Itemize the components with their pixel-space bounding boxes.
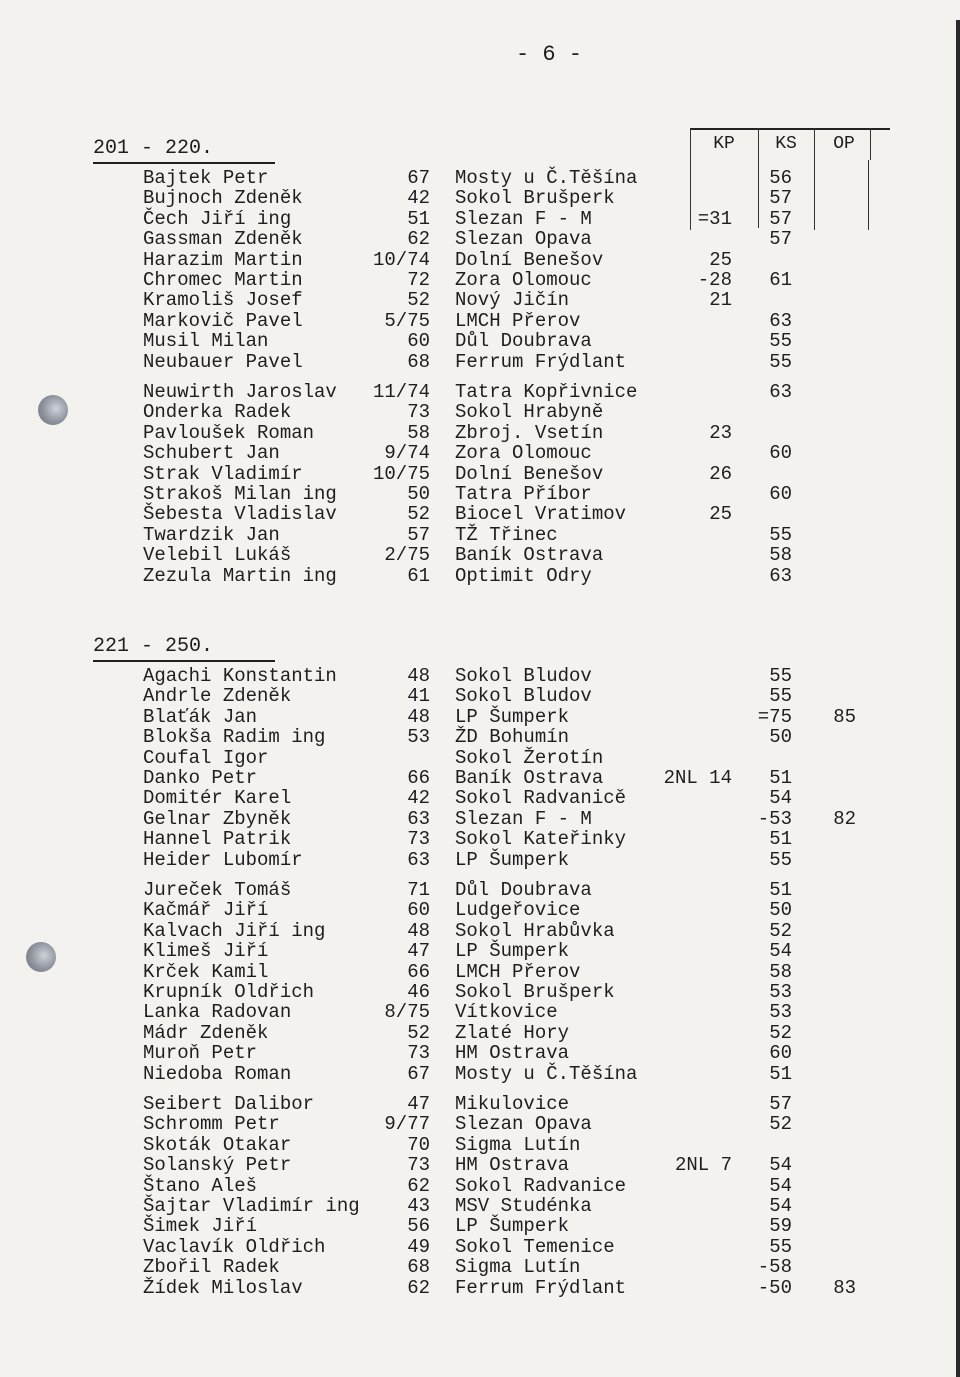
player-name: Šimek Jiří — [143, 1215, 258, 1238]
score-ks: 55 — [769, 848, 792, 871]
player-year: 68 — [407, 350, 430, 373]
player-club: Sokol Brušperk — [455, 981, 615, 1003]
player-club: Důl Doubrava — [455, 330, 592, 353]
player-club: Sokol Bludov — [455, 685, 592, 708]
table-row — [0, 921, 960, 941]
player-year: 62 — [407, 1174, 430, 1197]
player-year: 53 — [407, 726, 430, 749]
player-year: 41 — [407, 685, 430, 708]
table-row — [0, 1094, 960, 1114]
table-row — [0, 880, 960, 900]
table-row — [0, 484, 960, 504]
player-club: Slezan Opava — [455, 1113, 592, 1136]
player-club: Baník Ostrava — [455, 544, 604, 567]
table-row — [0, 727, 960, 747]
player-club: Sigma Lutín — [455, 1256, 581, 1279]
player-year: 48 — [407, 665, 430, 687]
player-name: Lanka Radovan — [143, 1001, 292, 1024]
score-ks: 58 — [769, 960, 792, 983]
player-year: 46 — [407, 981, 430, 1003]
player-year: 67 — [407, 1062, 430, 1085]
score-op: 83 — [833, 1276, 856, 1299]
player-club: Sokol Temenice — [455, 1235, 615, 1258]
score-ks: 54 — [769, 787, 792, 810]
player-club: Mosty u Č.Těšína — [455, 1062, 638, 1085]
table-row — [0, 331, 960, 351]
player-name: Muroň Petr — [143, 1042, 258, 1065]
player-year: 8/75 — [384, 1001, 430, 1024]
player-year: 62 — [407, 1276, 430, 1299]
table-row — [0, 1064, 960, 1084]
player-name: Coufal Igor — [143, 746, 269, 769]
player-club: Zora Olomouc — [455, 269, 592, 291]
score-ks: -50 — [757, 1276, 792, 1299]
score-ks: 63 — [769, 564, 792, 587]
player-club: LP Šumperk — [455, 705, 570, 728]
player-year: 58 — [407, 421, 430, 444]
player-club: Tatra Příbor — [455, 483, 592, 505]
score-ks: 50 — [769, 726, 792, 749]
player-club: Baník Ostrava — [455, 767, 604, 789]
header-op: OP — [833, 134, 855, 154]
player-name: Musil Milan — [143, 330, 269, 353]
player-club: Sokol Radvanicě — [455, 787, 627, 810]
player-name: Jureček Tomáš — [143, 879, 292, 901]
score-ks: 57 — [769, 1093, 792, 1115]
player-name: Blaťák Jan — [143, 705, 258, 728]
score-kp: 2NL 7 — [674, 1154, 732, 1177]
table-row — [0, 464, 960, 484]
player-year: 5/75 — [384, 309, 430, 332]
player-year: 72 — [407, 269, 430, 291]
player-year: 67 — [407, 167, 430, 189]
player-year: 63 — [407, 807, 430, 830]
table-row — [0, 1135, 960, 1155]
player-name: Blokša Radim ing — [143, 726, 326, 749]
player-club: LP Šumperk — [455, 940, 570, 963]
table-row — [0, 707, 960, 727]
player-name: Klimeš Jiří — [143, 940, 269, 963]
player-club: Tatra Kopřivnice — [455, 381, 638, 403]
player-club: Mikulovice — [455, 1093, 570, 1115]
player-year: 63 — [407, 848, 430, 871]
player-year: 61 — [407, 564, 430, 587]
player-club: Sigma Lutín — [455, 1133, 581, 1156]
player-club: Ferrum Frýdlant — [455, 350, 627, 373]
player-name: Danko Petr — [143, 767, 258, 789]
score-kp: 25 — [709, 248, 732, 271]
table-row — [0, 270, 960, 290]
player-year: 50 — [407, 483, 430, 505]
score-ks: 50 — [769, 899, 792, 922]
player-name: Niedoba Roman — [143, 1062, 292, 1085]
player-name: Šebesta Vladislav — [143, 503, 337, 526]
player-name: Andrle Zdeněk — [143, 685, 292, 708]
player-club: Mosty u Č.Těšína — [455, 167, 638, 189]
player-club: Sokol Žerotín — [455, 746, 604, 769]
table-row — [0, 311, 960, 331]
score-kp: 21 — [709, 289, 732, 312]
score-ks: 52 — [769, 1113, 792, 1136]
player-year: 52 — [407, 503, 430, 526]
table-row — [0, 566, 960, 586]
player-club: LP Šumperk — [455, 848, 570, 871]
table-row — [0, 850, 960, 870]
table-row — [0, 1114, 960, 1134]
player-name: Skoták Otakar — [143, 1133, 292, 1156]
player-name: Mádr Zdeněk — [143, 1021, 269, 1044]
score-kp: =31 — [697, 207, 732, 230]
player-name: Heider Lubomír — [143, 848, 303, 871]
player-year: 57 — [407, 523, 430, 546]
player-name: Domitér Karel — [143, 787, 292, 810]
player-year: 2/75 — [384, 544, 430, 567]
player-year: 73 — [407, 1042, 430, 1065]
score-ks: -53 — [757, 807, 792, 830]
score-op: 82 — [833, 807, 856, 830]
player-year: 47 — [407, 940, 430, 963]
player-year: 9/74 — [384, 442, 430, 465]
table-row — [0, 1278, 960, 1298]
player-club: LP Šumperk — [455, 1215, 570, 1238]
score-ks: 54 — [769, 940, 792, 963]
player-club: Slezan F - M — [455, 207, 592, 230]
player-year: 60 — [407, 899, 430, 922]
table-row — [0, 545, 960, 565]
table-row — [0, 1155, 960, 1175]
header-ks: KS — [775, 134, 797, 154]
player-name: Zbořil Radek — [143, 1256, 280, 1279]
player-name: Žídek Miloslav — [143, 1276, 303, 1299]
score-ks: 53 — [769, 1001, 792, 1024]
header-divider — [690, 128, 691, 160]
table-row — [0, 168, 960, 188]
player-club: Zora Olomouc — [455, 442, 592, 465]
player-name: Pavloušek Roman — [143, 421, 315, 444]
section-title: 201 - 220. — [93, 138, 275, 164]
table-row — [0, 1216, 960, 1236]
player-year: 52 — [407, 1021, 430, 1044]
player-club: HM Ostrava — [455, 1042, 570, 1065]
player-name: Harazim Martin — [143, 248, 303, 271]
player-year: 48 — [407, 919, 430, 942]
player-club: Dolní Benešov — [455, 248, 604, 271]
score-ks: 58 — [769, 544, 792, 567]
player-name: Neuwirth Jaroslav — [143, 381, 337, 403]
player-club: Sokol Radvanice — [455, 1174, 627, 1197]
player-name: Twardzik Jan — [143, 523, 280, 546]
score-ks: 56 — [769, 167, 792, 189]
player-club: Optimit Odry — [455, 564, 592, 587]
player-name: Štano Aleš — [143, 1174, 258, 1197]
player-name: Schromm Petr — [143, 1113, 280, 1136]
score-ks: 60 — [769, 483, 792, 505]
score-ks: 54 — [769, 1195, 792, 1217]
score-kp: 25 — [709, 503, 732, 526]
player-year: 47 — [407, 1093, 430, 1115]
table-row — [0, 1257, 960, 1277]
player-year: 60 — [407, 330, 430, 353]
score-ks: 63 — [769, 381, 792, 403]
player-year: 51 — [407, 207, 430, 230]
player-name: Onderka Radek — [143, 401, 292, 424]
table-row — [0, 941, 960, 961]
score-ks: 55 — [769, 665, 792, 687]
player-year: 48 — [407, 705, 430, 728]
player-name: Hannel Patrik — [143, 828, 292, 851]
player-year: 62 — [407, 228, 430, 251]
table-row — [0, 229, 960, 249]
player-club: Důl Doubrava — [455, 879, 592, 901]
player-club: TŽ Třinec — [455, 523, 558, 546]
player-club: LMCH Přerov — [455, 960, 581, 983]
player-year: 43 — [407, 1195, 430, 1217]
player-club: Nový Jičín — [455, 289, 570, 312]
score-ks: 52 — [769, 1021, 792, 1044]
player-name: Čech Jiří ing — [143, 207, 292, 230]
score-ks: 55 — [769, 330, 792, 353]
player-name: Seibert Dalibor — [143, 1093, 315, 1115]
table-row — [0, 423, 960, 443]
player-club: Zlaté Hory — [455, 1021, 570, 1044]
table-row — [0, 1002, 960, 1022]
player-name: Kramoliš Josef — [143, 289, 303, 312]
header-kp: KP — [713, 134, 735, 154]
score-ks: 51 — [769, 1062, 792, 1085]
player-year: 49 — [407, 1235, 430, 1258]
score-kp: 26 — [709, 462, 732, 485]
player-name: Gelnar Zbyněk — [143, 807, 292, 830]
player-name: Vaclavík Oldřich — [143, 1235, 326, 1258]
table-row — [0, 666, 960, 686]
table-row — [0, 1196, 960, 1216]
player-name: Krupník Oldřich — [143, 981, 315, 1003]
table-row — [0, 188, 960, 208]
player-name: Agachi Konstantin — [143, 665, 337, 687]
score-table-header — [690, 128, 890, 160]
score-ks: 57 — [769, 228, 792, 251]
player-name: Bujnoch Zdeněk — [143, 187, 303, 210]
score-op: 85 — [833, 705, 856, 728]
table-row — [0, 443, 960, 463]
player-club: Vítkovice — [455, 1001, 558, 1024]
player-year: 56 — [407, 1215, 430, 1238]
table-row — [0, 1237, 960, 1257]
table-row — [0, 382, 960, 402]
player-club: Sokol Bludov — [455, 665, 592, 687]
table-row — [0, 829, 960, 849]
player-club: MSV Studénka — [455, 1195, 592, 1217]
score-ks: 53 — [769, 981, 792, 1003]
player-name: Solanský Petr — [143, 1154, 292, 1177]
score-ks: -58 — [757, 1256, 792, 1279]
player-year: 42 — [407, 187, 430, 210]
score-ks: 55 — [769, 523, 792, 546]
punch-hole-icon — [38, 395, 68, 425]
score-ks: 57 — [769, 187, 792, 210]
player-year: 66 — [407, 960, 430, 983]
player-name: Markovič Pavel — [143, 309, 303, 332]
player-name: Schubert Jan — [143, 442, 280, 465]
player-club: Dolní Benešov — [455, 462, 604, 485]
score-kp: -28 — [697, 269, 732, 291]
player-club: Sokol Brušperk — [455, 187, 615, 210]
player-year: 10/74 — [372, 248, 430, 271]
player-club: HM Ostrava — [455, 1154, 570, 1177]
player-club: Biocel Vratimov — [455, 503, 627, 526]
player-name: Krček Kamil — [143, 960, 269, 983]
score-ks: 57 — [769, 207, 792, 230]
score-ks: 54 — [769, 1154, 792, 1177]
section-title: 221 - 250. — [93, 636, 275, 662]
player-name: Zezula Martin ing — [143, 564, 337, 587]
player-name: Kačmář Jiří — [143, 899, 269, 922]
header-rule — [690, 128, 890, 130]
player-club: LMCH Přerov — [455, 309, 581, 332]
score-ks: 51 — [769, 879, 792, 901]
player-year: 9/77 — [384, 1113, 430, 1136]
table-row — [0, 962, 960, 982]
score-ks: 60 — [769, 1042, 792, 1065]
score-ks: 60 — [769, 442, 792, 465]
player-name: Strakoš Milan ing — [143, 483, 337, 505]
player-year: 71 — [407, 879, 430, 901]
player-year: 68 — [407, 1256, 430, 1279]
player-club: Slezan Opava — [455, 228, 592, 251]
score-ks: 51 — [769, 767, 792, 789]
table-row — [0, 1023, 960, 1043]
table-row — [0, 504, 960, 524]
score-ks: 59 — [769, 1215, 792, 1238]
score-ks: =75 — [757, 705, 792, 728]
player-year: 73 — [407, 1154, 430, 1177]
player-name: Strak Vladimír — [143, 462, 303, 485]
player-club: Zbroj. Vsetín — [455, 421, 604, 444]
player-year: 73 — [407, 401, 430, 424]
table-row — [0, 686, 960, 706]
table-row — [0, 250, 960, 270]
player-club: Sokol Hrabůvka — [455, 919, 615, 942]
table-row — [0, 1043, 960, 1063]
player-name: Gassman Zdeněk — [143, 228, 303, 251]
player-club: Sokol Hrabyně — [455, 401, 604, 424]
score-ks: 52 — [769, 919, 792, 942]
table-row — [0, 209, 960, 229]
player-name: Neubauer Pavel — [143, 350, 303, 373]
score-ks: 51 — [769, 828, 792, 851]
score-kp: 23 — [709, 421, 732, 444]
player-club: Ferrum Frýdlant — [455, 1276, 627, 1299]
table-row — [0, 768, 960, 788]
player-year: 52 — [407, 289, 430, 312]
player-name: Chromec Martin — [143, 269, 303, 291]
player-club: Sokol Kateřinky — [455, 828, 627, 851]
table-row — [0, 809, 960, 829]
score-ks: 63 — [769, 309, 792, 332]
score-kp: 2NL 14 — [663, 767, 732, 789]
table-row — [0, 402, 960, 422]
table-row — [0, 788, 960, 808]
player-name: Kalvach Jiří ing — [143, 919, 326, 942]
score-ks: 55 — [769, 1235, 792, 1258]
table-row — [0, 290, 960, 310]
score-ks: 61 — [769, 269, 792, 291]
punch-hole-icon — [26, 942, 56, 972]
player-year: 73 — [407, 828, 430, 851]
player-year: 11/74 — [372, 381, 430, 403]
player-year: 70 — [407, 1133, 430, 1156]
player-name: Bajtek Petr — [143, 167, 269, 189]
player-year: 10/75 — [372, 462, 430, 485]
player-year: 66 — [407, 767, 430, 789]
score-ks: 55 — [769, 350, 792, 373]
player-club: Ludgeřovice — [455, 899, 581, 922]
table-row — [0, 525, 960, 545]
score-ks: 54 — [769, 1174, 792, 1197]
table-row — [0, 982, 960, 1002]
player-name: Velebil Lukáš — [143, 544, 292, 567]
player-club: Slezan F - M — [455, 807, 592, 830]
player-club: ŽD Bohumín — [455, 726, 570, 749]
player-name: Šajtar Vladimír ing — [143, 1195, 360, 1217]
table-row — [0, 748, 960, 768]
table-row — [0, 900, 960, 920]
table-row — [0, 352, 960, 372]
table-row — [0, 1176, 960, 1196]
score-ks: 55 — [769, 685, 792, 708]
player-year: 42 — [407, 787, 430, 810]
page-number: - 6 - — [516, 42, 583, 67]
